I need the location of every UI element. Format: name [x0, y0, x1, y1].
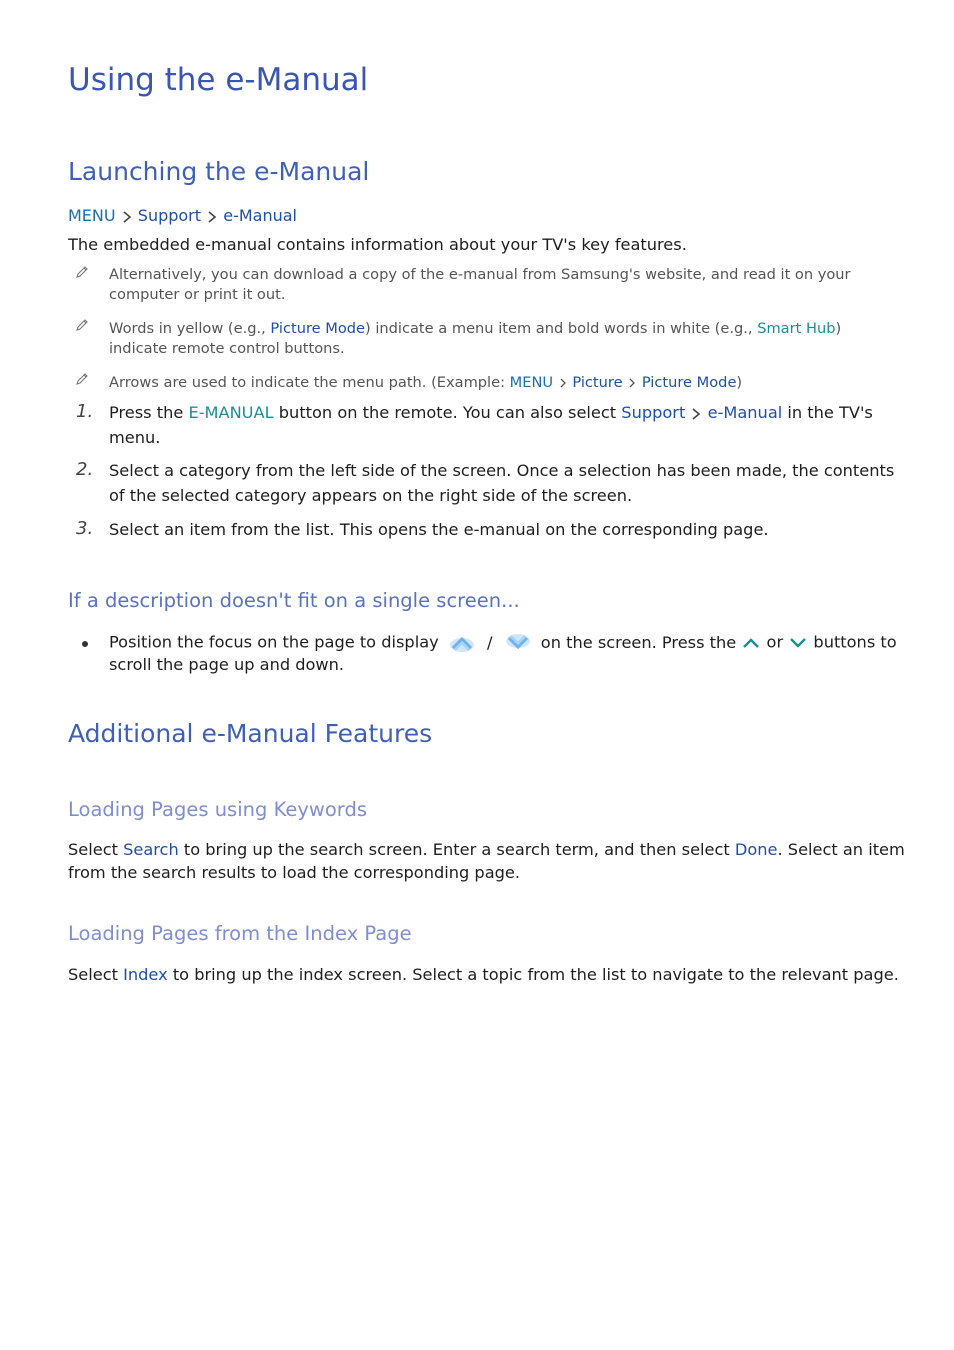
step-text: button on the remote. You can also select [273, 403, 622, 422]
note-text: ) [736, 374, 743, 391]
glow-down-arrow-icon [504, 632, 532, 654]
subsection-heading-fit: If a description doesn't fit on a single screen... [68, 589, 520, 612]
example-picture-mode: Picture Mode [641, 374, 737, 391]
note-colors-line1 [109, 320, 841, 337]
keywords-line2: from the search results to load the corresponding page. [68, 863, 520, 882]
chevron-up-icon [741, 635, 761, 651]
pencil-icon [75, 318, 89, 332]
fit-or: or [766, 632, 784, 652]
note-text: ) [835, 320, 842, 337]
fit-text: Position the focus on the page to display [109, 632, 439, 652]
step-1-line1 [109, 403, 873, 422]
menu-path [68, 206, 297, 225]
note-download-line2: computer or print it out. [109, 286, 286, 303]
emanual-button-term: E-MANUAL [188, 403, 274, 422]
index-text: to bring up the index screen. Select a topic from the list to navigate to the relevant page. [167, 965, 899, 984]
fit-slash: / [487, 632, 493, 652]
path-emanual: e-Manual [223, 206, 297, 225]
done-term: Done [734, 840, 778, 859]
fit-line2: scroll the page up and down. [109, 655, 345, 674]
index-text: Select [68, 965, 124, 984]
step-3-line1: Select an item from the list. This opens the e-manual on the corresponding page. [109, 520, 769, 539]
note-colors-line2: indicate remote control buttons. [109, 340, 345, 357]
example-picture: Picture [572, 374, 623, 391]
pencil-icon [75, 265, 89, 279]
chevron-down-icon [788, 635, 808, 651]
keywords-line1 [68, 840, 905, 859]
step-number: 1. [76, 401, 94, 422]
index-line1 [68, 965, 899, 984]
support-term: Support [621, 403, 686, 422]
path-support: Support [137, 206, 202, 225]
note-text: Words in yellow (e.g., [109, 320, 271, 337]
smart-hub-term: Smart Hub [757, 320, 836, 337]
fit-line1 [109, 632, 897, 654]
chevron-right-icon [121, 210, 133, 224]
note-text: Arrows are used to indicate the menu path. (Example: [109, 374, 510, 391]
step-text: in the TV's [782, 403, 873, 422]
search-term: Search [123, 840, 179, 859]
step-number: 3. [76, 518, 94, 539]
list-bullet [82, 641, 88, 647]
pencil-icon [75, 372, 89, 386]
chevron-right-icon [558, 377, 568, 389]
emanual-term: e-Manual [707, 403, 783, 422]
page-title: Using the e-Manual [68, 62, 369, 98]
example-menu: MENU [509, 374, 554, 391]
index-term: Index [123, 965, 168, 984]
note-download-line1: Alternatively, you can download a copy of the e-manual from Samsung's website, and read it on your [109, 266, 851, 283]
step-2-line2: of the selected category appears on the right side of the screen. [109, 486, 633, 505]
section-heading-launching: Launching the e-Manual [68, 157, 370, 186]
intro-text: The embedded e-manual contains information about your TV's key features. [68, 235, 687, 254]
step-1-line2: menu. [109, 428, 161, 447]
keywords-text: . Select an item [777, 840, 905, 859]
subsection-heading-index: Loading Pages from the Index Page [68, 922, 412, 945]
note-text: ) indicate a menu item and bold words in white (e.g., [365, 320, 758, 337]
picture-mode-term: Picture Mode [270, 320, 366, 337]
keywords-text: to bring up the search screen. Enter a search term, and then select [178, 840, 735, 859]
subsection-heading-keywords: Loading Pages using Keywords [68, 798, 368, 821]
step-text: Press the [109, 403, 189, 422]
step-2-line1: Select a category from the left side of the screen. Once a selection has been made, the contents [109, 461, 895, 480]
chevron-right-icon [206, 210, 218, 224]
step-number: 2. [76, 459, 94, 480]
fit-text: buttons to [813, 632, 897, 652]
glow-up-arrow-icon [448, 632, 476, 654]
chevron-right-icon [627, 377, 637, 389]
section-heading-additional: Additional e-Manual Features [68, 719, 433, 748]
note-arrows [109, 374, 742, 391]
path-menu: MENU [68, 206, 116, 225]
chevron-right-icon [690, 407, 702, 421]
fit-text: on the screen. Press the [540, 632, 737, 652]
keywords-text: Select [68, 840, 124, 859]
